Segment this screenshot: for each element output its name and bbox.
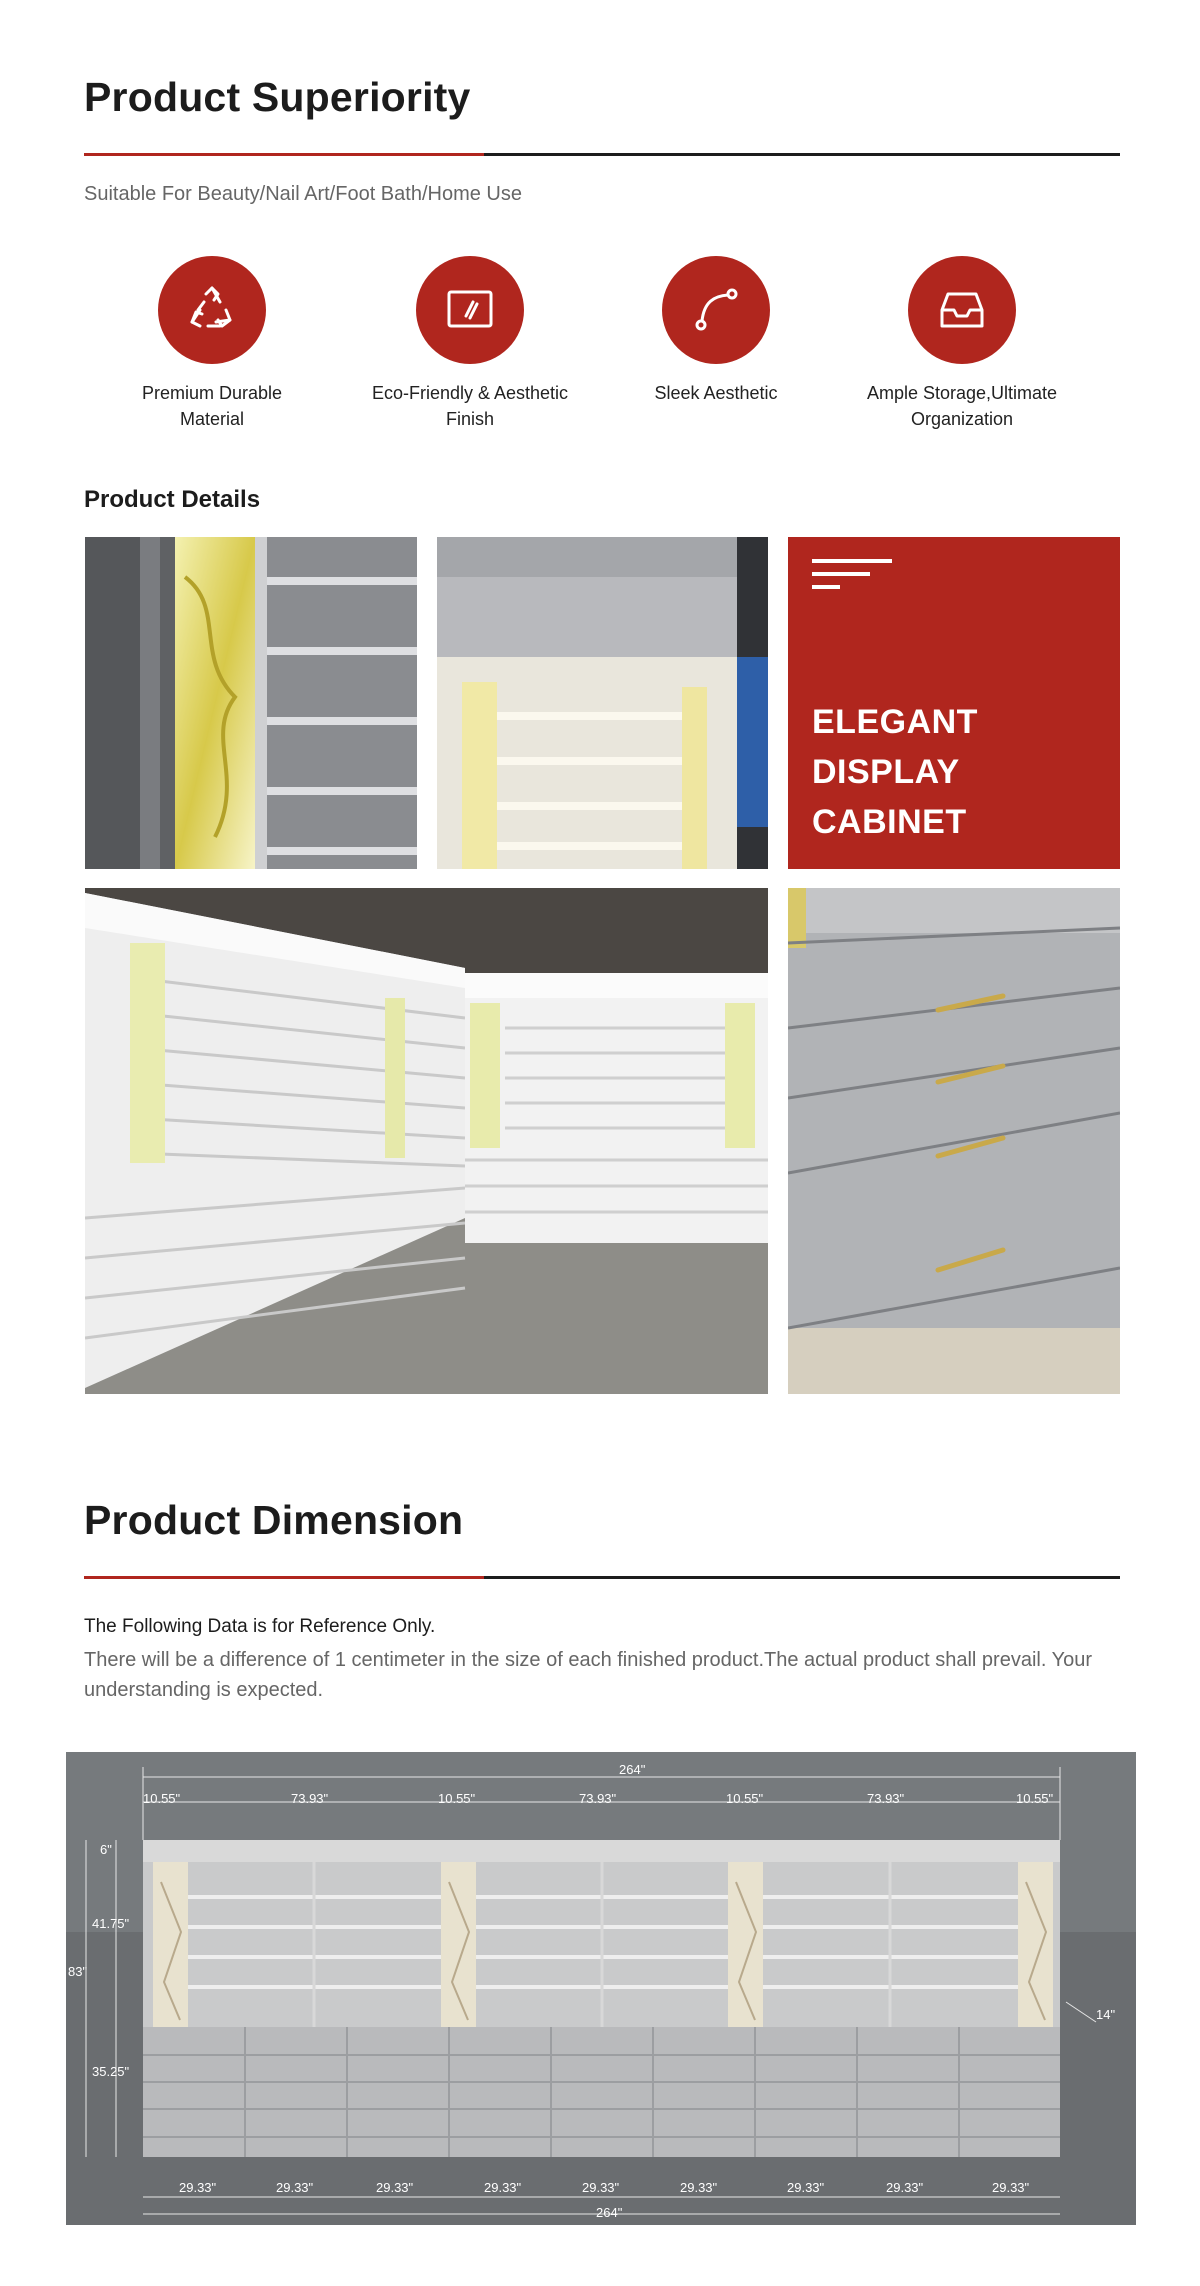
feature-label: Sleek Aesthetic [654,383,778,403]
top-segment: 73.93" [579,1791,617,1806]
bottom-segment: 29.33" [484,2180,522,2195]
feature-ample-storage [842,256,1082,432]
top-segment: 10.55" [726,1791,764,1806]
feature-durable-material [92,256,332,432]
dimension-note: There will be a difference of 1 centimeter in the size of each finished product.The actual product shall prevail. Your understanding is expected. [84,1649,1092,1701]
top-segment: 73.93" [867,1791,905,1806]
details-title: Product Details [84,486,261,513]
bottom-segment: 29.33" [787,2180,825,2195]
feature-label: Premium Durable Material [141,383,283,429]
elegant-display-cabinet-tile [788,537,1120,869]
dimension-title: Product Dimension [84,1497,464,1543]
framed-slash-icon [416,256,524,364]
top-segment: 10.55" [143,1791,181,1806]
dimension-divider [84,1576,1120,1579]
height-upper: 41.75" [92,1916,130,1931]
detail-photo-drawers [788,888,1120,1394]
bottom-segment: 29.33" [276,2180,314,2195]
total-width-top: 264" [619,1762,646,1777]
height-canopy: 6" [100,1842,112,1857]
curve-path-icon [662,256,770,364]
dimension-note-strong: The Following Data is for Reference Only. [84,1616,436,1637]
detail-photo-l-cabinet [85,888,768,1394]
bottom-segment: 29.33" [179,2180,217,2195]
feature-eco-finish [350,256,590,432]
top-segment: 10.55" [1016,1791,1054,1806]
superiority-subtitle: Suitable For Beauty/Nail Art/Foot Bath/Home Use [84,183,522,205]
detail-photo-pillar [85,537,417,869]
height-base: 35.25" [92,2064,130,2079]
recycle-icon [158,256,266,364]
inbox-tray-icon [908,256,1016,364]
total-width-bottom: 264" [596,2205,623,2220]
top-segment: 10.55" [438,1791,476,1806]
bottom-segment: 29.33" [582,2180,620,2195]
detail-photo-shelves [437,537,768,869]
bottom-segment: 29.33" [376,2180,414,2195]
bottom-segment: 29.33" [992,2180,1030,2195]
depth: 14" [1096,2007,1116,2022]
feature-label: Ample Storage,Ultimate Organization [866,383,1058,429]
bottom-segment: 29.33" [886,2180,924,2195]
height-total: 83" [68,1964,88,1979]
tile-heading: ELEGANT DISPLAY CABINET [812,703,978,841]
top-segment: 73.93" [291,1791,329,1806]
superiority-divider [84,153,1120,156]
feature-sleek-aesthetic [596,256,836,406]
dimension-drawing [66,1752,1136,2225]
bottom-segment: 29.33" [680,2180,718,2195]
superiority-title: Product Superiority [84,74,471,120]
feature-label: Eco-Friendly & Aesthetic Finish [371,383,569,429]
features-row [84,256,1120,436]
